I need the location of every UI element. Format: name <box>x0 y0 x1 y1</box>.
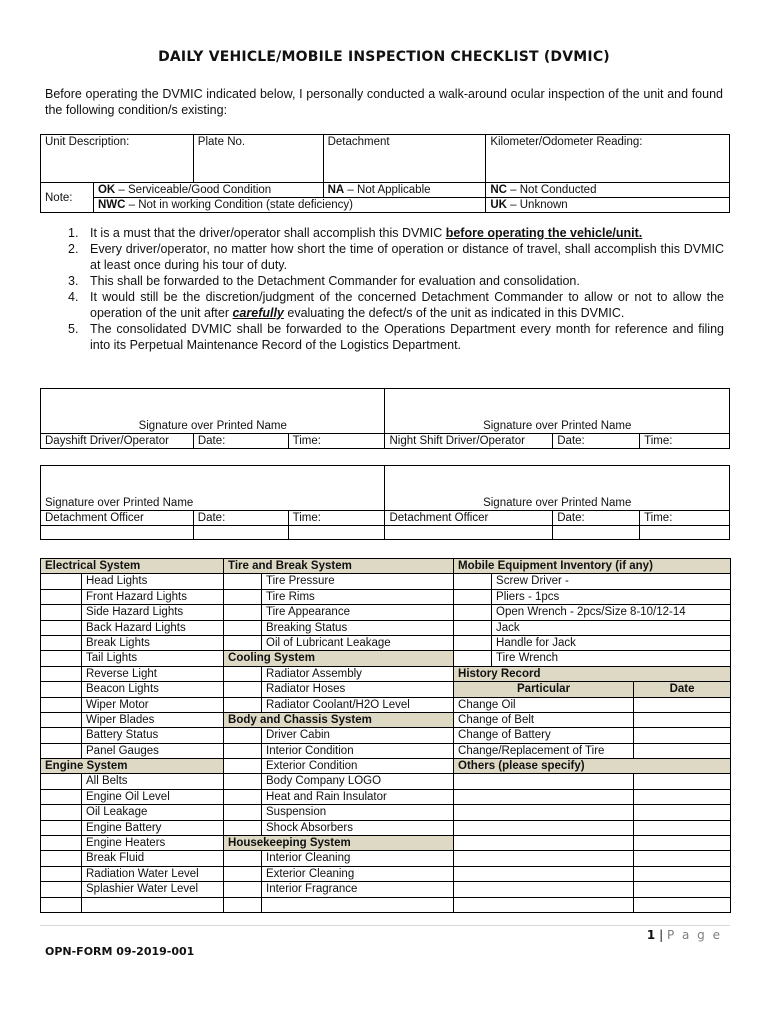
history-date[interactable] <box>634 728 731 743</box>
checklist-row <box>41 697 731 712</box>
checklist-row <box>41 774 731 789</box>
driver-signature-table <box>40 388 730 449</box>
checklist-row <box>41 866 731 881</box>
check-box-cell[interactable] <box>41 651 82 666</box>
inventory-item: Screw Driver - <box>492 574 731 589</box>
signature-label: Signature over Printed Name <box>385 496 730 511</box>
blank-cell[interactable] <box>454 789 634 804</box>
check-box-cell[interactable] <box>224 805 262 820</box>
checklist-item: Radiator Coolant/H2O Level <box>262 697 454 712</box>
check-box-cell[interactable] <box>41 712 82 727</box>
checklist-item: Radiation Water Level <box>82 866 224 881</box>
check-box-cell[interactable] <box>224 666 262 681</box>
inspection-checklist-table <box>40 558 731 913</box>
checklist-item: Oil of Lubricant Leakage <box>262 635 454 650</box>
check-box-cell[interactable] <box>41 774 82 789</box>
particular-header: Particular <box>454 682 634 697</box>
document-title: DAILY VEHICLE/MOBILE INSPECTION CHECKLIST (DVMIC) <box>158 49 610 65</box>
signature-label: Signature over Printed Name <box>41 496 385 511</box>
checklist-item: Wiper Blades <box>82 712 224 727</box>
blank-cell[interactable] <box>634 897 731 912</box>
checklist-row <box>41 559 731 574</box>
check-box-cell[interactable] <box>224 759 262 774</box>
section-header: Others (please specify) <box>454 759 731 774</box>
checklist-item: Panel Gauges <box>82 743 224 758</box>
checklist-item: Oil Leakage <box>82 805 224 820</box>
checklist-row <box>41 635 731 650</box>
blank-cell[interactable] <box>634 836 731 851</box>
history-particular: Change of Belt <box>454 712 634 727</box>
check-box-cell[interactable] <box>41 605 82 620</box>
checklist-item: Side Hazard Lights <box>82 605 224 620</box>
blank-cell[interactable] <box>454 851 634 866</box>
inventory-item: Tire Wrench <box>492 651 731 666</box>
check-box-cell[interactable] <box>224 682 262 697</box>
check-box-cell[interactable] <box>224 635 262 650</box>
checklist-row <box>41 682 731 697</box>
check-box-cell[interactable] <box>41 805 82 820</box>
check-box-cell[interactable] <box>224 697 262 712</box>
instruction-item: 3. This shall be forwarded to the Detachment Commander for evaluation and consolidation. <box>68 274 580 288</box>
blank-cell[interactable] <box>634 820 731 835</box>
form-code: OPN-FORM 09-2019-001 <box>45 945 195 958</box>
checklist-item: Tail Lights <box>82 651 224 666</box>
time-field[interactable]: Time: <box>640 510 730 525</box>
legend-na: NA – Not Applicable <box>323 183 486 198</box>
instruction-item: 4. It would still be the discretion/judgment of the concerned Detachment Commander to allow or not to allow the operation of the unit after carefully evaluating the defect/s of the unit as indicated in this DVMIC. <box>68 290 724 320</box>
checklist-item: Reverse Light <box>82 666 224 681</box>
blank-cell[interactable] <box>454 897 634 912</box>
checklist-item: Driver Cabin <box>262 728 454 743</box>
checklist-item: Interior Condition <box>262 743 454 758</box>
instructions-list <box>62 225 724 353</box>
officer-label: Detachment Officer <box>385 510 553 525</box>
check-box-cell[interactable] <box>224 820 262 835</box>
blank-cell[interactable] <box>385 525 553 539</box>
blank-cell[interactable] <box>634 882 731 897</box>
checklist-item: Splashier Water Level <box>82 882 224 897</box>
check-box-cell[interactable] <box>41 589 82 604</box>
blank-cell[interactable] <box>634 805 731 820</box>
checklist-item: Interior Fragrance <box>262 882 454 897</box>
blank-cell[interactable] <box>640 525 730 539</box>
instruction-item: 5. The consolidated DVMIC shall be forwarded to the Operations Department every month for reference and filing into its Perpetual Maintenance Record of the Logistics Department. <box>68 322 724 352</box>
blank-cell[interactable] <box>454 866 634 881</box>
unit-description-field[interactable]: Unit Description: <box>41 135 194 183</box>
check-box-cell[interactable] <box>454 589 492 604</box>
check-box-cell[interactable] <box>41 635 82 650</box>
checklist-row <box>41 882 731 897</box>
signature-label: Signature over Printed Name <box>385 419 730 434</box>
checklist-item: Head Lights <box>82 574 224 589</box>
footer-divider <box>40 925 730 926</box>
check-box-cell[interactable] <box>454 635 492 650</box>
nightshift-signature-box[interactable] <box>385 389 730 419</box>
checklist-row <box>41 897 731 912</box>
inventory-item: Handle for Jack <box>492 635 731 650</box>
checklist-item: Break Lights <box>82 635 224 650</box>
checklist-row <box>41 759 731 774</box>
checklist-item: Engine Heaters <box>82 836 224 851</box>
check-box-cell[interactable] <box>224 789 262 804</box>
checklist-row <box>41 851 731 866</box>
blank-cell[interactable] <box>553 525 640 539</box>
check-box-cell[interactable] <box>41 697 82 712</box>
check-box-cell[interactable] <box>41 666 82 681</box>
history-particular: Change of Battery <box>454 728 634 743</box>
dayshift-signature-box[interactable] <box>41 389 385 419</box>
checklist-item: Back Hazard Lights <box>82 620 224 635</box>
legend-nwc: NWC – Not in working Condition (state deficiency) <box>93 198 485 213</box>
checklist-item: Suspension <box>262 805 454 820</box>
date-header: Date <box>634 682 731 697</box>
checklist-item: Radiator Hoses <box>262 682 454 697</box>
time-field[interactable]: Time: <box>640 433 730 448</box>
unit-info-table <box>40 134 730 213</box>
checklist-row <box>41 712 731 727</box>
detachment-field[interactable]: Detachment <box>323 135 486 183</box>
blank-cell[interactable] <box>634 866 731 881</box>
blank-cell[interactable] <box>634 789 731 804</box>
checklist-item: Tire Appearance <box>262 605 454 620</box>
blank-cell[interactable] <box>454 882 634 897</box>
check-box-cell[interactable] <box>41 866 82 881</box>
check-box-cell[interactable] <box>224 882 262 897</box>
checklist-item: Exterior Condition <box>262 759 454 774</box>
check-box-cell[interactable] <box>41 836 82 851</box>
check-box-cell[interactable] <box>224 574 262 589</box>
legend-nc: NC – Not Conducted <box>486 183 730 198</box>
checklist-row <box>41 836 731 851</box>
time-field[interactable]: Time: <box>288 433 385 448</box>
check-box-cell[interactable] <box>41 743 82 758</box>
check-box-cell[interactable] <box>224 743 262 758</box>
dayshift-label: Dayshift Driver/Operator <box>41 433 194 448</box>
checklist-row <box>41 589 731 604</box>
checklist-item: Exterior Cleaning <box>262 866 454 881</box>
officer-label: Detachment Officer <box>41 510 194 525</box>
check-box-cell[interactable] <box>41 620 82 635</box>
blank-cell[interactable] <box>454 836 634 851</box>
checklist-row <box>41 820 731 835</box>
check-box-cell[interactable] <box>41 820 82 835</box>
check-box-cell[interactable] <box>454 620 492 635</box>
date-field[interactable]: Date: <box>553 433 640 448</box>
legend-uk: UK – Unknown <box>486 198 730 213</box>
check-box-cell[interactable] <box>224 620 262 635</box>
blank-cell[interactable] <box>224 897 262 912</box>
plate-no-field[interactable]: Plate No. <box>193 135 323 183</box>
checklist-item: Front Hazard Lights <box>82 589 224 604</box>
checklist-item: Engine Oil Level <box>82 789 224 804</box>
checklist-item: Heat and Rain Insulator <box>262 789 454 804</box>
check-box-cell[interactable] <box>224 605 262 620</box>
checklist-item: Body Company LOGO <box>262 774 454 789</box>
checklist-row <box>41 666 731 681</box>
section-header: Cooling System <box>224 651 454 666</box>
checklist-item: Tire Pressure <box>262 574 454 589</box>
history-particular: Change Oil <box>454 697 634 712</box>
date-field[interactable]: Date: <box>193 510 288 525</box>
check-box-cell[interactable] <box>41 728 82 743</box>
checklist-item: Break Fluid <box>82 851 224 866</box>
section-header: Body and Chassis System <box>224 712 454 727</box>
check-box-cell[interactable] <box>41 851 82 866</box>
check-box-cell[interactable] <box>454 651 492 666</box>
blank-cell[interactable] <box>634 851 731 866</box>
check-box-cell[interactable] <box>224 774 262 789</box>
blank-cell[interactable] <box>41 525 194 539</box>
check-box-cell[interactable] <box>41 882 82 897</box>
history-date[interactable] <box>634 743 731 758</box>
date-field[interactable]: Date: <box>193 433 288 448</box>
check-box-cell[interactable] <box>224 851 262 866</box>
check-box-cell[interactable] <box>41 789 82 804</box>
history-date[interactable] <box>634 712 731 727</box>
page-number: 1 | P a g e <box>646 928 722 942</box>
section-header: Electrical System <box>41 559 224 574</box>
checklist-item: Wiper Motor <box>82 697 224 712</box>
blank-cell[interactable] <box>454 805 634 820</box>
checklist-row <box>41 789 731 804</box>
checklist-row <box>41 620 731 635</box>
legend-ok: OK – Serviceable/Good Condition <box>93 183 323 198</box>
history-particular: Change/Replacement of Tire <box>454 743 634 758</box>
nightshift-label: Night Shift Driver/Operator <box>385 433 553 448</box>
blank-cell[interactable] <box>288 525 385 539</box>
checklist-row <box>41 805 731 820</box>
check-box-cell[interactable] <box>224 728 262 743</box>
section-header: Mobile Equipment Inventory (if any) <box>454 559 731 574</box>
checklist-row <box>41 651 731 666</box>
checklist-item: Battery Status <box>82 728 224 743</box>
checklist-item: Tire Rims <box>262 589 454 604</box>
check-box-cell[interactable] <box>454 605 492 620</box>
checklist-row <box>41 728 731 743</box>
blank-cell[interactable] <box>193 525 288 539</box>
blank-cell[interactable] <box>262 897 454 912</box>
intro-paragraph: Before operating the DVMIC indicated below, I personally conducted a walk-around ocular inspection of the unit and found the following condition/s existing: <box>45 87 723 117</box>
officer-signature-box[interactable] <box>385 466 730 496</box>
time-field[interactable]: Time: <box>288 510 385 525</box>
checklist-item: Breaking Status <box>262 620 454 635</box>
date-field[interactable]: Date: <box>553 510 640 525</box>
officer-signature-box[interactable] <box>41 466 385 496</box>
inventory-item: Pliers - 1pcs <box>492 589 731 604</box>
checklist-item: Shock Absorbers <box>262 820 454 835</box>
section-header: History Record <box>454 666 731 681</box>
checklist-item: Radiator Assembly <box>262 666 454 681</box>
checklist-item: Engine Battery <box>82 820 224 835</box>
section-header: Housekeeping System <box>224 836 454 851</box>
section-header: Engine System <box>41 759 224 774</box>
checklist-row <box>41 574 731 589</box>
blank-cell[interactable] <box>454 774 634 789</box>
check-box-cell[interactable] <box>224 866 262 881</box>
checklist-item: Beacon Lights <box>82 682 224 697</box>
checklist-item: All Belts <box>82 774 224 789</box>
inventory-item: Jack <box>492 620 731 635</box>
check-box-cell[interactable] <box>41 574 82 589</box>
inventory-item: Open Wrench - 2pcs/Size 8-10/12-14 <box>492 605 731 620</box>
instruction-item: 1. It is a must that the driver/operator shall accomplish this DVMIC before operating the vehicle/unit. <box>68 226 643 240</box>
blank-cell[interactable] <box>454 820 634 835</box>
blank-cell[interactable] <box>634 774 731 789</box>
instruction-item: 2. Every driver/operator, no matter how short the time of operation or distance of travel, shall accomplish this DVMIC at least once during his tour of duty. <box>68 242 724 272</box>
check-box-cell[interactable] <box>41 682 82 697</box>
officer-signature-table <box>40 465 730 540</box>
blank-cell[interactable] <box>41 897 82 912</box>
blank-cell[interactable] <box>82 897 224 912</box>
history-date[interactable] <box>634 697 731 712</box>
checklist-item: Interior Cleaning <box>262 851 454 866</box>
note-label: Note: <box>41 183 94 213</box>
odometer-field[interactable]: Kilometer/Odometer Reading: <box>486 135 730 183</box>
check-box-cell[interactable] <box>454 574 492 589</box>
check-box-cell[interactable] <box>224 589 262 604</box>
checklist-row <box>41 743 731 758</box>
signature-label: Signature over Printed Name <box>41 419 385 434</box>
checklist-row <box>41 605 731 620</box>
section-header: Tire and Break System <box>224 559 454 574</box>
